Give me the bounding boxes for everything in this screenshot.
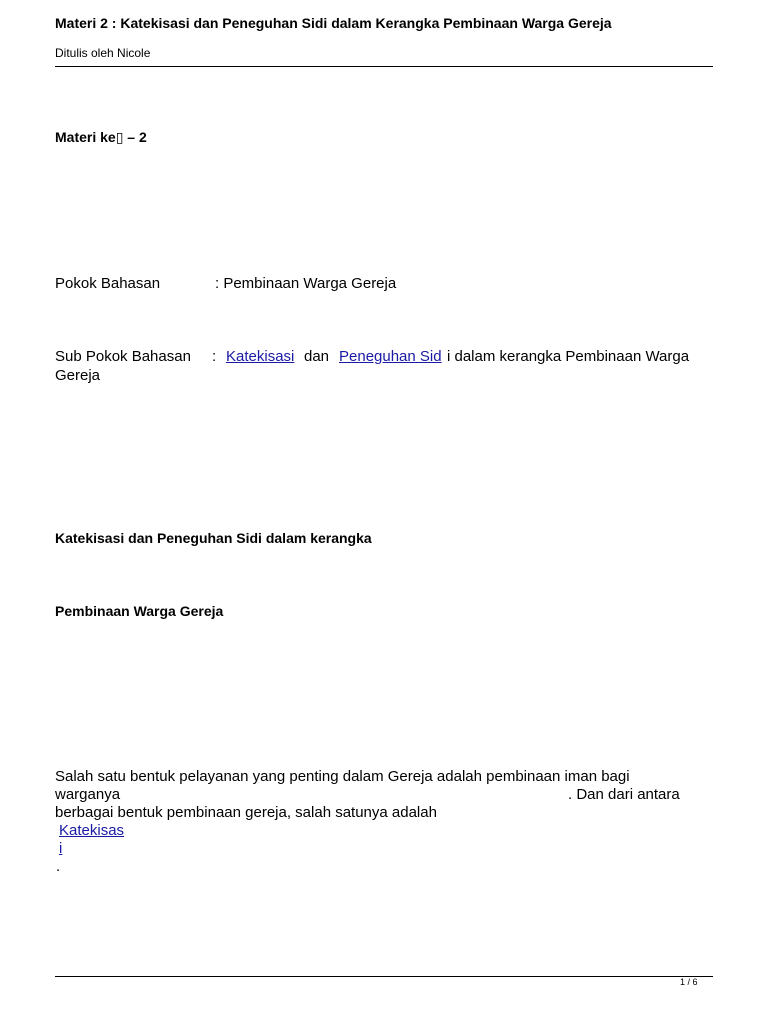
- katekisasi-link[interactable]: Katekisasi: [226, 348, 295, 365]
- paragraph-line1: Salah satu bentuk pelayanan yang penting dalam Gereja adalah pembinaan iman bagi: [55, 768, 630, 785]
- footer-divider: [55, 976, 713, 977]
- paragraph-line3: berbagai bentuk pembinaan gereja, salah satunya adalah: [55, 804, 437, 821]
- sub-pokok-bahasan-label: Sub Pokok Bahasan: [55, 348, 191, 365]
- peneguhan-sidi-link[interactable]: Peneguhan Sid: [339, 348, 442, 365]
- section-heading-line2: Pembinaan Warga Gereja: [55, 603, 224, 619]
- header-divider: [55, 66, 713, 67]
- pokok-bahasan-value: : Pembinaan Warga Gereja: [215, 275, 397, 292]
- materi-label: Materi ke▯ – 2: [55, 129, 147, 145]
- paragraph-line2-end: . Dan dari antara: [568, 786, 680, 803]
- paragraph-line2-start: warganya: [55, 786, 121, 803]
- sub-pokok-and: dan: [304, 348, 330, 365]
- document-title: Materi 2 : Katekisasi dan Peneguhan Sidi dalam Kerangka Pembinaan Warga Gereja: [55, 15, 612, 31]
- katekisasi-paragraph-link[interactable]: Katekisas: [59, 822, 125, 839]
- author-line: Ditulis oleh Nicole: [55, 46, 151, 60]
- sub-pokok-rest-line2: Gereja: [55, 367, 101, 384]
- sub-pokok-rest: i dalam kerangka Pembinaan Warga: [447, 348, 690, 365]
- page-number: 1 / 6: [680, 977, 698, 987]
- paragraph-period: .: [56, 858, 61, 875]
- pokok-bahasan-label: Pokok Bahasan: [55, 275, 161, 292]
- katekisasi-paragraph-link-tail[interactable]: i: [59, 840, 63, 857]
- sub-pokok-colon: :: [212, 348, 217, 365]
- section-heading-line1: Katekisasi dan Peneguhan Sidi dalam kerangka: [55, 530, 372, 546]
